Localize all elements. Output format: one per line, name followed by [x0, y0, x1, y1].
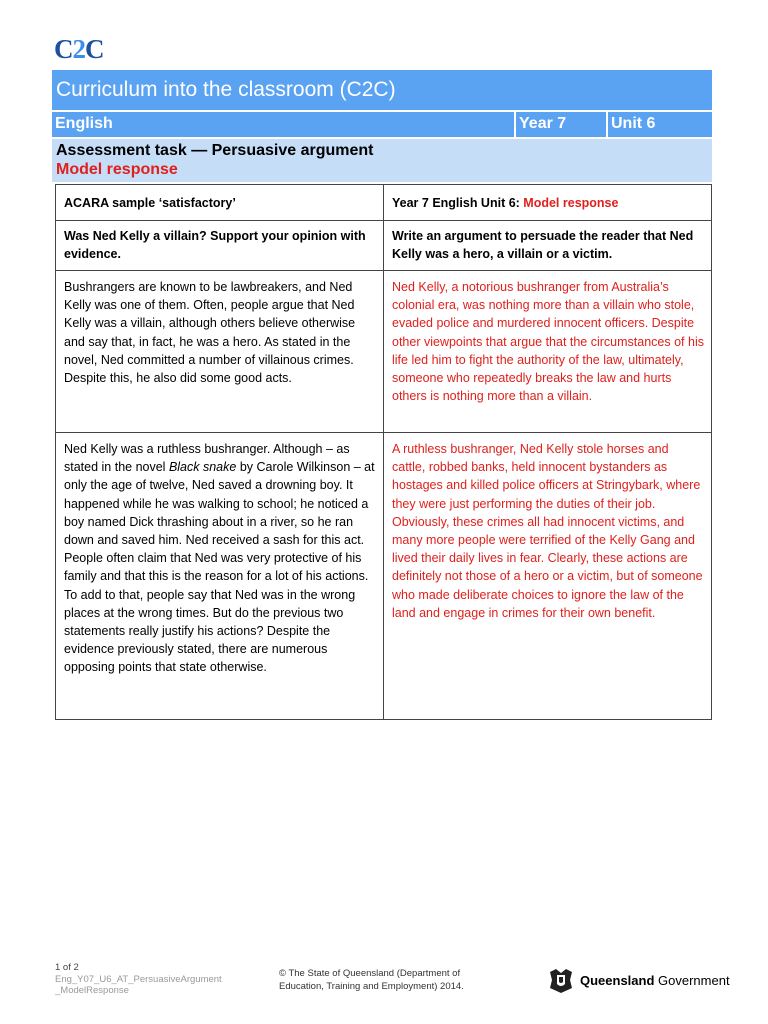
response-table	[55, 184, 712, 720]
page-number: 1 of 2	[55, 962, 79, 973]
year-label: Year 7	[516, 112, 606, 137]
copyright: © The State of Queensland (Department of Education, Training and Employment) 2014.	[279, 968, 464, 992]
crest-icon	[546, 966, 576, 994]
task-title: Assessment task — Persuasive argument	[56, 142, 374, 159]
c2c-logo: C2C	[54, 34, 104, 64]
col2-question: Write an argument to persuade the reader that Ned Kelly was a hero, a villain or a victim.	[392, 229, 694, 262]
subject-label: English	[52, 112, 514, 137]
col1-question: Was Ned Kelly a villain? Support your opinion with evidence.	[64, 229, 366, 262]
subject-bar	[52, 112, 712, 137]
row1-student-text: Bushrangers are known to be lawbreakers, and Ned Kelly was one of them. Often, people argue that Ned Kelly was a villain, although others believe otherwise and say that, in fact, he was a hero. As stated in the novel, Ned committed a number of villainous crimes. Despite this, he also did some good acts.	[64, 280, 356, 386]
col1-header: ACARA sample ‘satisfactory’	[64, 196, 236, 210]
row2-model-text: A ruthless bushranger, Ned Kelly stole horses and cattle, robbed banks, held innocent bystanders as hostages and killed police officers at Stringybark, where they were just performing the duties of their job. Obviously, these crimes all had innocent victims, and many more people were terrified of the Kelly Gang and lived their daily lives in fear. Clearly, these actions are definitely not those of a hero or a victim, but of someone who made deliberate choices to ignore the law of the land and engage in crimes for their own benefit.	[392, 442, 703, 620]
row2-student-text: Ned Kelly was a ruthless bushranger. Although – as stated in the novel Black snake by Carole Wilkinson – at only the age of twelve, Ned saved a drowning boy. It happened while he was walking to school; he noticed a boy named Dick thrashing about in a river, so he ran down and saved him. Ned received a sash for this act. People often claim that Ned was very protective of his family and that this is the reason for a lot of his actions. To add to that, people say that Ned was in the wrong places at the wrong times. But do the previous two statements really justify his actions? Despite the evidence previously stated, there are numerous opposing points that state otherwise.	[64, 442, 375, 675]
task-heading	[52, 139, 712, 182]
response-label: Model response	[56, 161, 178, 178]
page-title: Curriculum into the classroom (C2C)	[52, 70, 712, 110]
file-name: Eng_Y07_U6_AT_PersuasiveArgument _ModelResponse	[55, 973, 222, 996]
unit-label: Unit 6	[608, 112, 712, 137]
row1-model-text: Ned Kelly, a notorious bushranger from Australia’s colonial era, was nothing more than a villain who stole, evaded police and murdered innocent officers. Despite other viewpoints that argue that the circumstances of his life led him to fight the authority of the law, ultimately, someone who repeatedly breaks the law and hurts others is nothing more than a villain.	[392, 280, 704, 404]
queensland-government-logo	[546, 966, 730, 994]
col2-header: Year 7 English Unit 6: Model response	[392, 196, 619, 210]
government-name: Queensland Government	[580, 972, 730, 988]
page-footer	[55, 962, 245, 997]
